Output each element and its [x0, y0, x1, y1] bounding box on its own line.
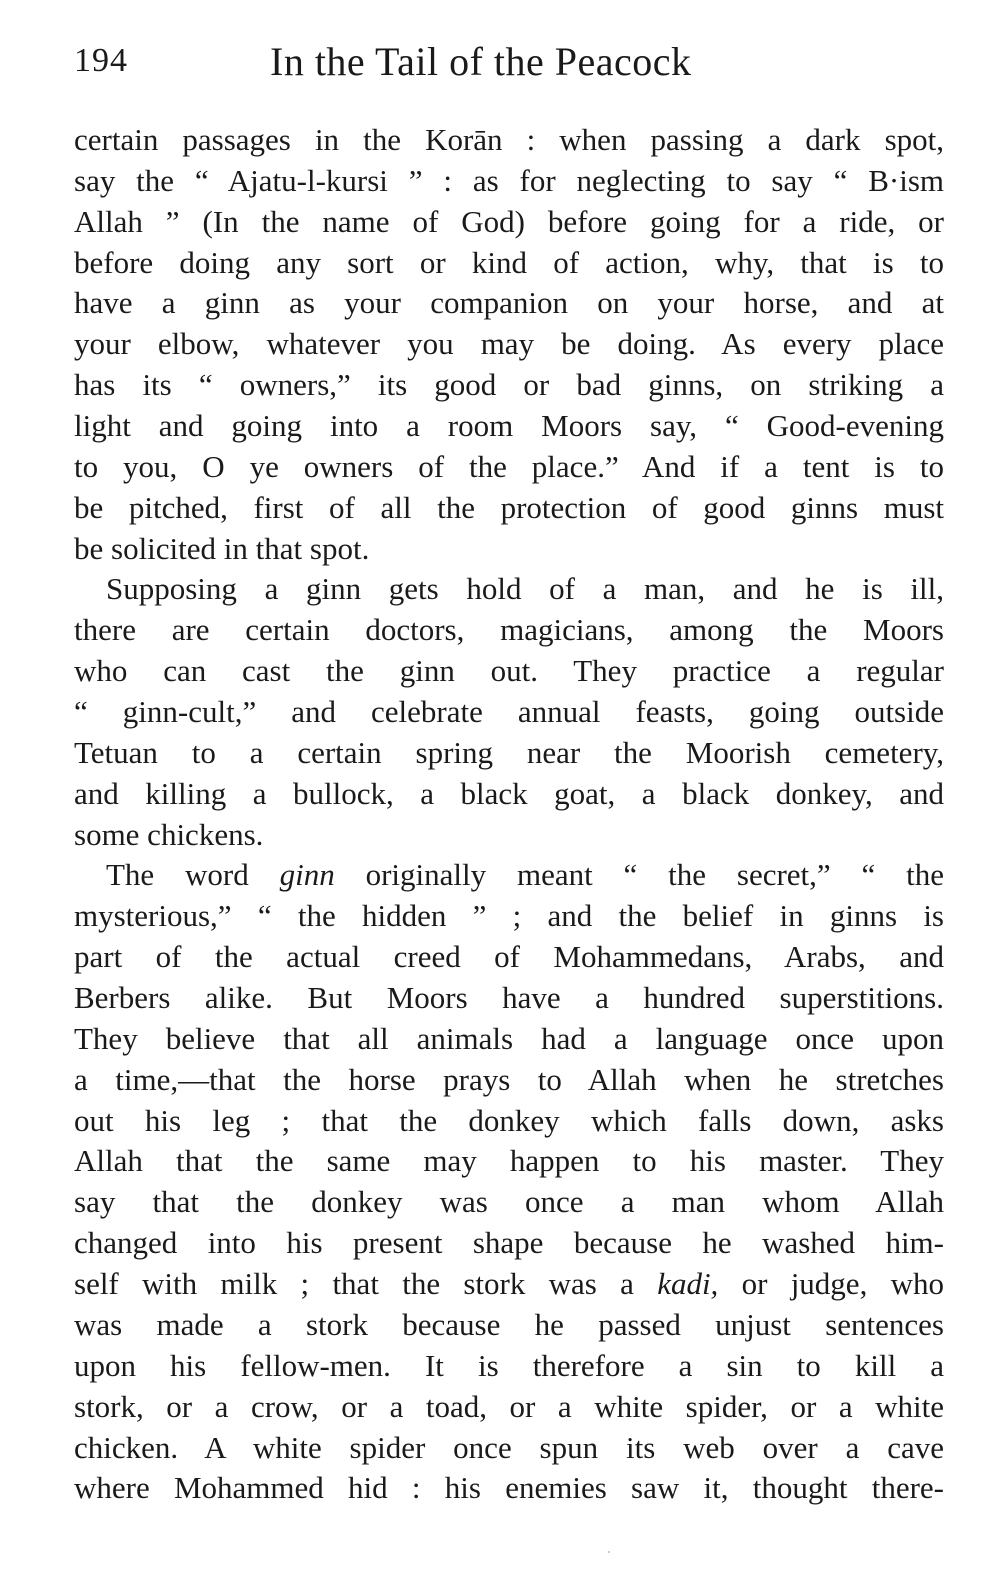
text-fragment: self with milk ; that the stork was a [74, 1266, 658, 1302]
text-line: have a ginn as your companion on your horse, and at [74, 285, 944, 321]
text-line: out his leg ; that the donkey which falls down, asks [74, 1102, 944, 1138]
text-line: and killing a bullock, a black goat, a black donkey, and [74, 775, 944, 811]
text-line: be solicited in that spot. [74, 530, 370, 566]
text-fragment: or judge, who [718, 1266, 944, 1302]
text-line: has its “ owners,” its good or bad ginns, on striking a [74, 367, 944, 403]
text-line: changed into his present shape because he washed him- [74, 1225, 944, 1261]
text-line [74, 1264, 944, 1305]
body-text [74, 120, 944, 1509]
text-line: stork, or a crow, or a toad, or a white spider, or a white [74, 1388, 944, 1424]
italic-word: kadi, [657, 1266, 719, 1302]
page-header [74, 38, 944, 98]
paragraph-2 [74, 569, 944, 855]
running-title: In the Tail of the Peacock [270, 39, 692, 84]
text-line: to you, O ye owners of the place.” And if a tent is to [74, 448, 944, 484]
text-line: upon his fellow-men. It is therefore a sin to kill a [74, 1347, 944, 1383]
text-line: who can cast the ginn out. They practice a regular [74, 653, 944, 689]
text-line [74, 855, 944, 896]
text-line: say that the donkey was once a man whom Allah [74, 1184, 944, 1220]
text-line: Allah ” (In the name of God) before going for a ride, or [74, 203, 944, 239]
text-line: was made a stork because he passed unjust sentences [74, 1306, 944, 1342]
text-fragment: The word [106, 857, 280, 893]
text-line: chicken. A white spider once spun its web over a cave [74, 1429, 944, 1465]
text-line: a time,—that the horse prays to Allah when he stretches [74, 1061, 944, 1097]
text-line: mysterious,” “ the hidden ” ; and the belief in ginns is [74, 898, 944, 934]
text-line: certain passages in the Korān : when passing a dark spot, [74, 122, 944, 157]
text-line: Tetuan to a certain spring near the Moorish cemetery, [74, 734, 944, 770]
italic-word: ginn [279, 857, 335, 893]
text-fragment: originally meant “ the secret,” “ the [334, 857, 944, 893]
paragraph-1 [74, 120, 944, 569]
text-line: “ ginn-cult,” and celebrate annual feasts, going outside [74, 694, 944, 730]
text-line: light and going into a room Moors say, “ Good-evening [74, 408, 944, 444]
text-line: where Mohammed hid : his enemies saw it, thought there- [74, 1470, 944, 1506]
paragraph-3 [74, 855, 944, 1509]
paper-speck [608, 1551, 610, 1553]
text-line: there are certain doctors, magicians, among the Moors [74, 612, 944, 648]
text-line: say the “ Ajatu-l-kursi ” : as for neglecting to say “ B·ism [74, 162, 944, 198]
text-line: your elbow, whatever you may be doing. As every place [74, 326, 944, 362]
text-line: be pitched, first of all the protection of good ginns must [74, 489, 944, 525]
page-number: 194 [74, 42, 128, 79]
text-line: part of the actual creed of Mohammedans, Arabs, and [74, 939, 944, 975]
text-line: Berbers alike. But Moors have a hundred superstitions. [74, 980, 944, 1016]
text-line: They believe that all animals had a language once upon [74, 1020, 944, 1056]
text-line: some chickens. [74, 816, 264, 852]
text-line: Supposing a ginn gets hold of a man, and he is ill, [106, 571, 944, 607]
text-line: before doing any sort or kind of action, why, that is to [74, 244, 944, 280]
text-line: Allah that the same may happen to his master. They [74, 1143, 944, 1179]
